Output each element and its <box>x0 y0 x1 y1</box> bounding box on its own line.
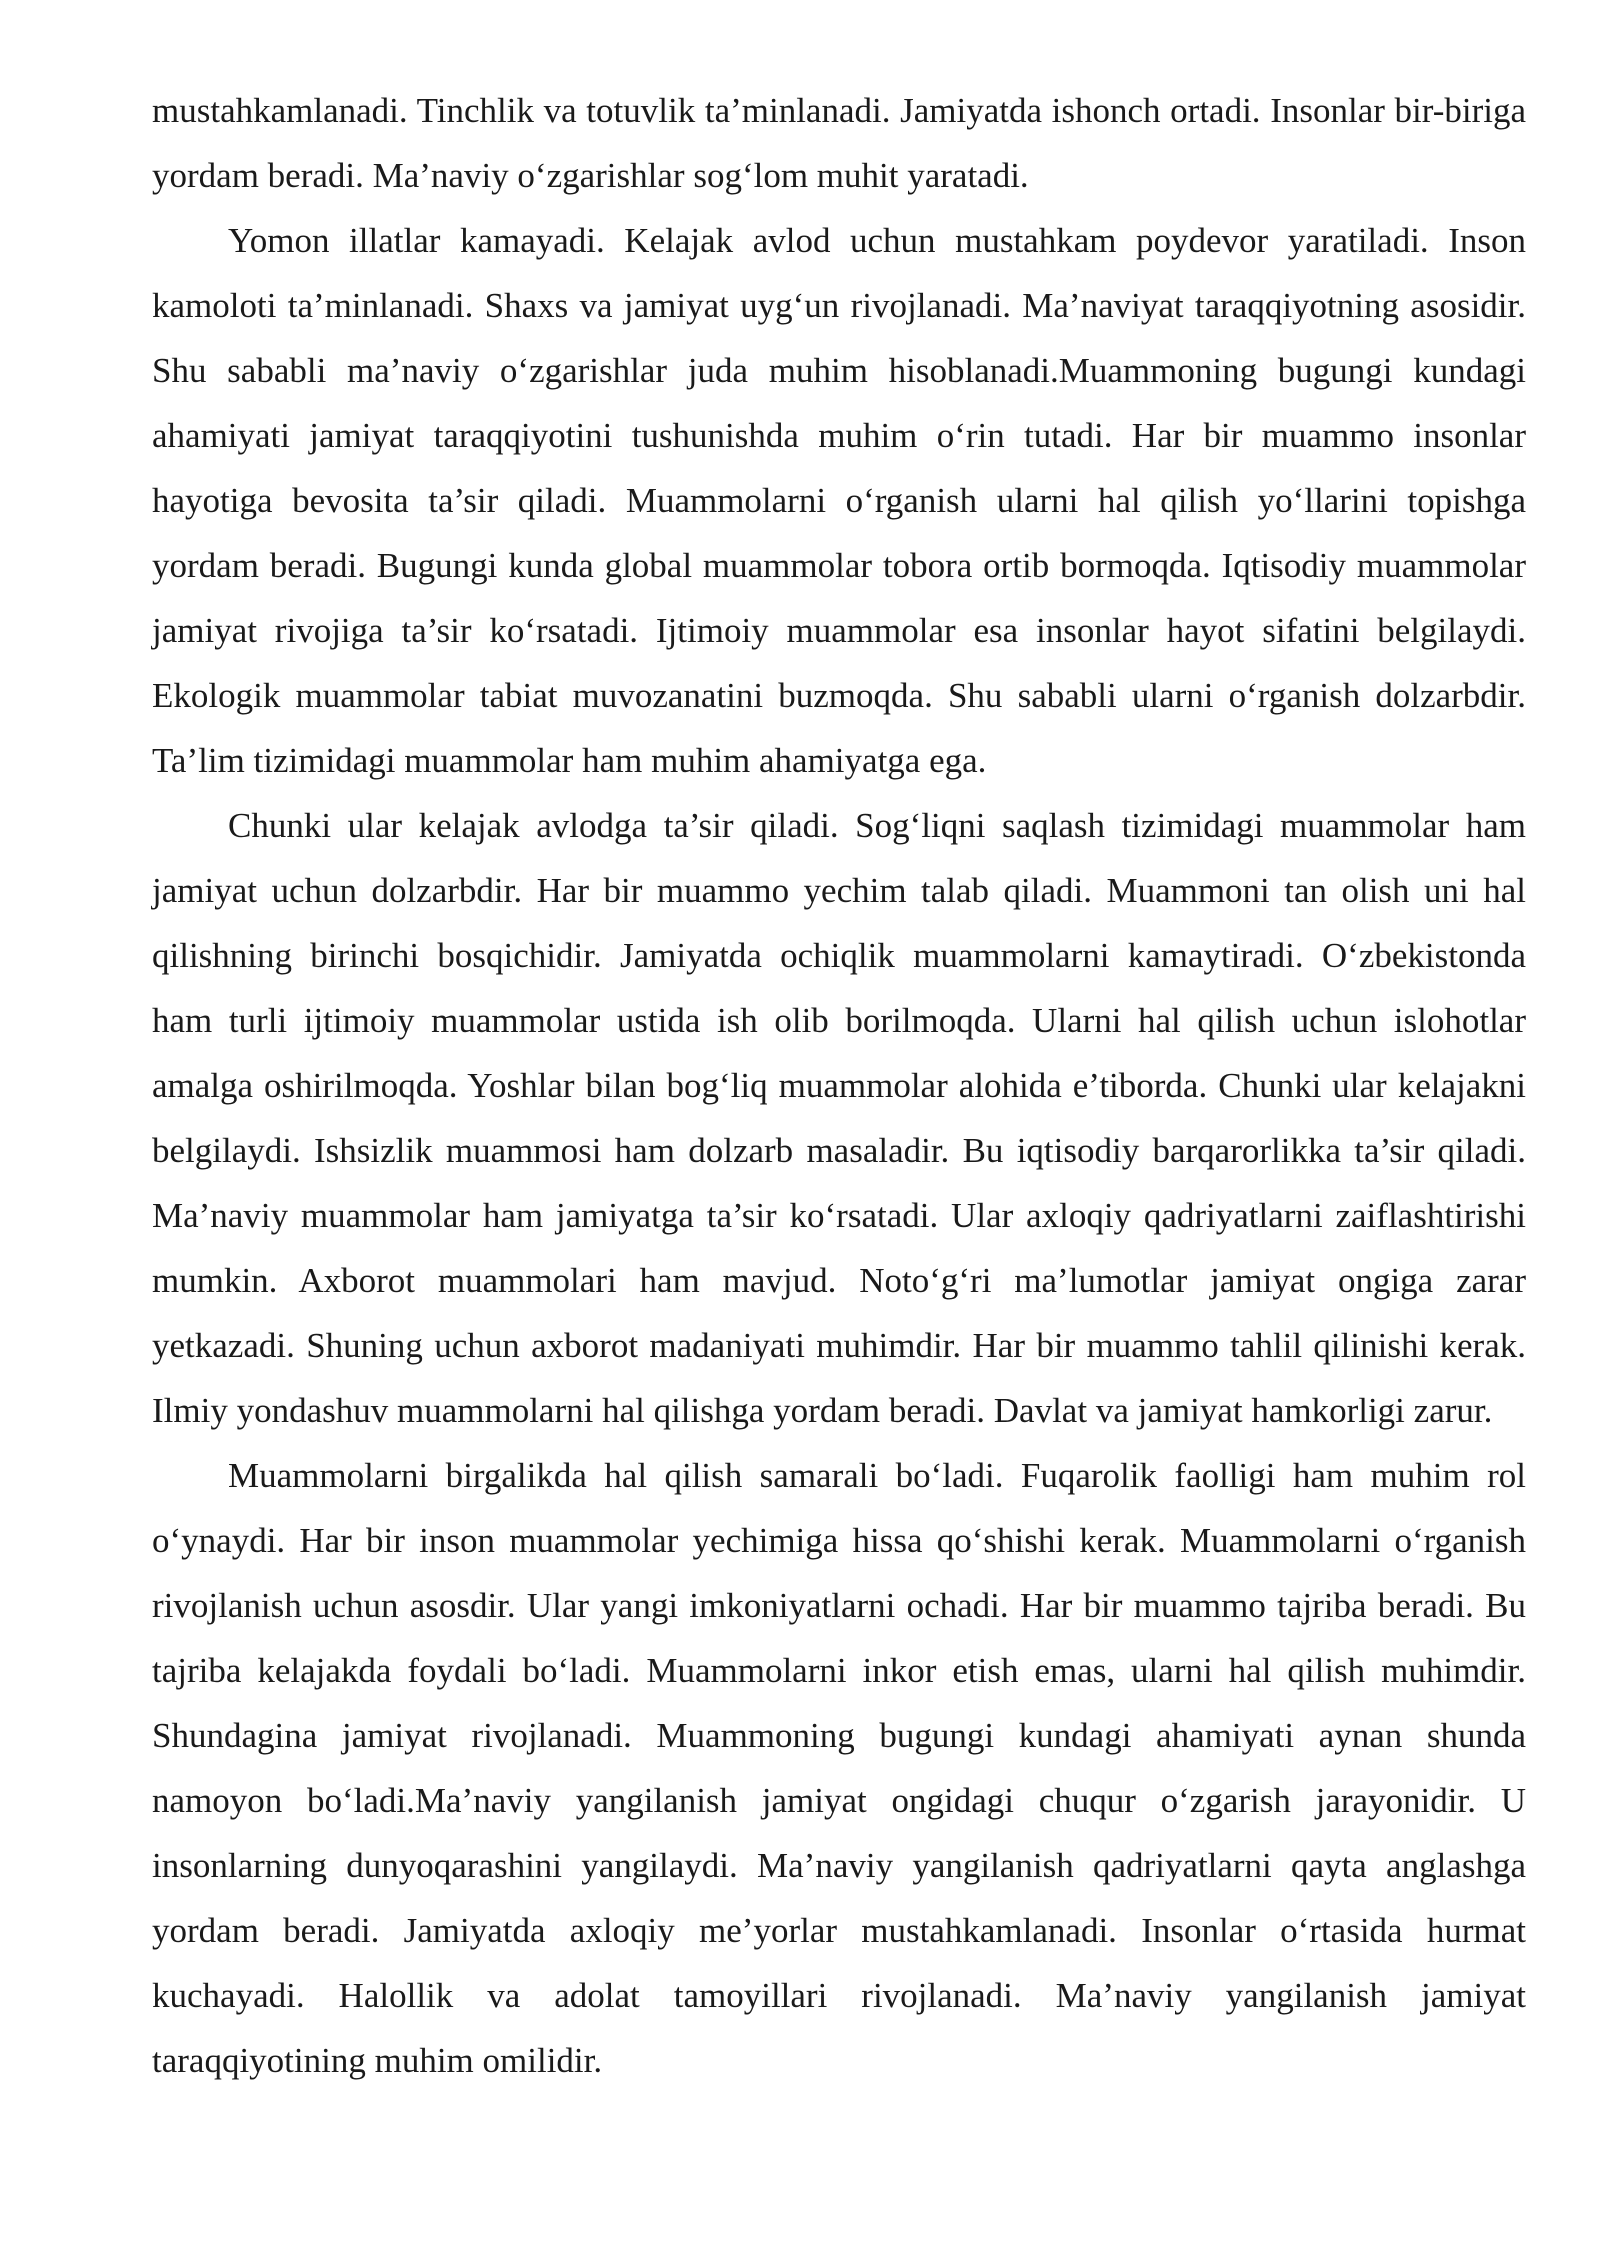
page-body <box>152 78 1526 2093</box>
paragraph-4: Muammolarni birgalikda hal qilish samarali bo‘ladi. Fuqarolik faolligi ham muhim rol o‘ynaydi. Har bir inson muammolar yechimiga hissa qo‘shishi kerak. Muammolarni o‘rganish rivojlanish uchun asosdir. Ular yangi imkoniyatlarni ochadi. Har bir muammo tajriba beradi. Bu tajriba kelajakda foydali bo‘ladi. Muammolarni inkor etish emas, ularni hal qilish muhimdir. Shundagina jamiyat rivojlanadi. Muammoning bugungi kundagi ahamiyati aynan shunda namoyon bo‘ladi.Ma’naviy yangilanish jamiyat ongidagi chuqur o‘zgarish jarayonidir. U insonlarning dunyoqarashini yangilaydi. Ma’naviy yangilanish qadriyatlarni qayta anglashga yordam beradi. Jamiyatda axloqiy me’yorlar mustahkamlanadi. Insonlar o‘rtasida hurmat kuchayadi. Halollik va adolat tamoyillari rivojlanadi. Ma’naviy yangilanish jamiyat taraqqiyotining muhim omilidir. <box>152 1456 1526 2080</box>
paragraph-3: Chunki ular kelajak avlodga ta’sir qiladi. Sog‘liqni saqlash tizimidagi muammolar ham jamiyat uchun dolzarbdir. Har bir muammo yechim talab qiladi. Muammoni tan olish uni hal qilishning birinchi bosqichidir. Jamiyatda ochiqlik muammolarni kamaytiradi. O‘zbekistonda ham turli ijtimoiy muammolar ustida ish olib borilmoqda. Ularni hal qilish uchun islohotlar amalga oshirilmoqda. Yoshlar bilan bog‘liq muammolar alohida e’tiborda. Chunki ular kelajakni belgilaydi. Ishsizlik muammosi ham dolzarb masaladir. Bu iqtisodiy barqarorlikka ta’sir qiladi. Ma’naviy muammolar ham jamiyatga ta’sir ko‘rsatadi. Ular axloqiy qadriyatlarni zaiflashtirishi mumkin. Axborot muammolari ham mavjud. Noto‘g‘ri ma’lumotlar jamiyat ongiga zarar yetkazadi. Shuning uchun axborot madaniyati muhimdir. Har bir muammo tahlil qilinishi kerak. Ilmiy yondashuv muammolarni hal qilishga yordam beradi. Davlat va jamiyat hamkorligi zarur. <box>152 806 1526 1430</box>
paragraph-2: Yomon illatlar kamayadi. Kelajak avlod uchun mustahkam poydevor yaratiladi. Inson kamoloti ta’minlanadi. Shaxs va jamiyat uyg‘un rivojlanadi. Ma’naviyat taraqqiyotning asosidir. Shu sababli ma’naviy o‘zgarishlar juda muhim hisoblanadi.Muammoning bugungi kundagi ahamiyati jamiyat taraqqiyotini tushunishda muhim o‘rin tutadi. Har bir muammo insonlar hayotiga bevosita ta’sir qiladi. Muammolarni o‘rganish ularni hal qilish yo‘llarini topishga yordam beradi. Bugungi kunda global muammolar tobora ortib bormoqda. Iqtisodiy muammolar jamiyat rivojiga ta’sir ko‘rsatadi. Ijtimoiy muammolar esa insonlar hayot sifatini belgilaydi. Ekologik muammolar tabiat muvozanatini buzmoqda. Shu sababli ularni o‘rganish dolzarbdir. Ta’lim tizimidagi muammolar ham muhim ahamiyatga ega. <box>152 221 1526 780</box>
paragraph-1: mustahkamlanadi. Tinchlik va totuvlik ta’minlanadi. Jamiyatda ishonch ortadi. Insonlar bir-biriga yordam beradi. Ma’naviy o‘zgarishlar sog‘lom muhit yaratadi. <box>152 91 1526 195</box>
